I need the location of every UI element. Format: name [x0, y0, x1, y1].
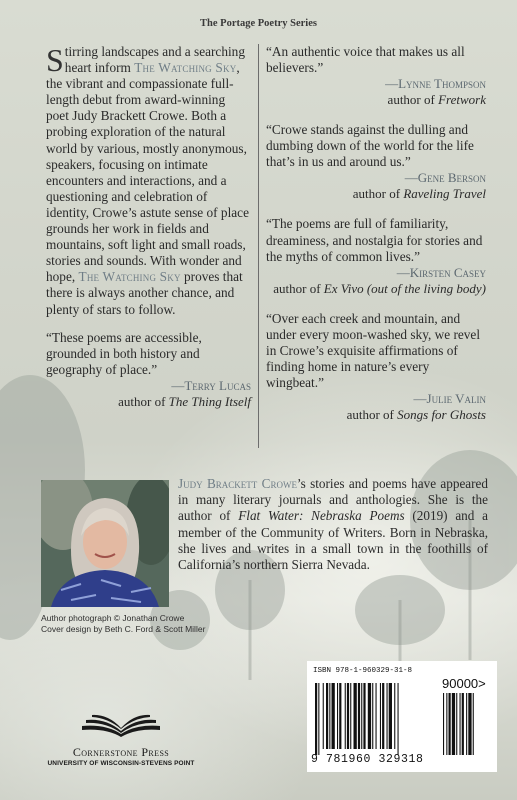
photo-credit: Author photograph © Jonathan Crowe — [41, 613, 185, 623]
blurb — [266, 44, 486, 108]
publisher-name: Cornerstone Press — [72, 745, 170, 759]
blurb-attribution: —Kirsten Casey author of Ex Vivo (out of the living body) — [266, 265, 486, 297]
book-title-ref: The Watching Sky — [134, 60, 237, 76]
description-column — [46, 44, 251, 410]
blurb-work: Ex Vivo (out of the living body) — [323, 280, 486, 296]
blurb-author: —Lynne Thompson — [385, 76, 486, 92]
blurb-attribution: —Julie Valin author of Songs for Ghosts — [266, 391, 486, 423]
blurb-attribution: —Terry Lucas author of The Thing Itself — [46, 378, 251, 410]
blurb-author: —Terry Lucas — [171, 377, 251, 393]
publisher-affiliation: UNIVERSITY OF WISCONSIN-STEVENS POINT — [47, 760, 195, 767]
author-photo — [41, 480, 169, 607]
blurb-attribution: —Gene Berson author of Raveling Travel — [266, 170, 486, 202]
blurb-quote: “Crowe stands against the dulling and dumbing down of the world for the life that’s in us and around us.” — [266, 122, 474, 170]
blurb-work: Fretwork — [438, 92, 486, 108]
publisher-logo — [41, 712, 201, 767]
blurb-work: Songs for Ghosts — [397, 407, 486, 423]
design-credit: Cover design by Beth C. Ford & Scott Miller — [41, 624, 206, 634]
blurb-author: —Julie Valin — [413, 391, 486, 407]
series-title: The Portage Poetry Series — [200, 18, 317, 29]
book-title-ref: The Watching Sky — [78, 269, 181, 285]
blurbs-column — [266, 44, 486, 437]
blurb-work: Raveling Travel — [403, 186, 486, 202]
author-portrait-image — [41, 480, 169, 607]
column-divider — [258, 44, 259, 448]
blurb — [266, 122, 486, 202]
blurb-author: —Kirsten Casey — [396, 264, 486, 280]
open-book-icon — [76, 712, 166, 738]
blurb — [266, 311, 486, 423]
blurb — [266, 216, 486, 296]
blurb-quote: “These poems are accessible, grounded in both history and geography of place.” — [46, 329, 202, 377]
isbn-label: ISBN 978-1-960329-31-8 — [313, 667, 413, 675]
credits — [41, 613, 205, 635]
price-code: 90000> — [442, 676, 486, 691]
blurb-quote: “The poems are full of familiarity, dreaminess, and nostalgia for stories and the myths of common lives.” — [266, 216, 483, 264]
blurb-attribution: —Lynne Thompson author of Fretwork — [266, 76, 486, 108]
blurb-quote: “An authentic voice that makes us all believers.” — [266, 44, 465, 76]
blurb-work: The Thing Itself — [168, 393, 251, 409]
barcode-number: 9 781960 329318 — [311, 753, 424, 766]
author-bio: Judy Brackett Crowe’s stories and poems have appeared in many literary journals and anthologies. She is the author of Flat Water: Nebraska Poems (2019) and a member of the Community of Writers. Born in Nebraska, she lives and writes in a small town in the foothills of California’s northern Sierra Nevada. — [178, 476, 488, 573]
drop-cap: S — [46, 42, 64, 78]
description: Stirring landscapes and a searching heart inform The Watching Sky, the vibrant and compassionate full-length debut from award-winning poet Judy Brackett Crowe. Both a probing exploration of the natural world by various, mostly anonymous, speakers, focusing on intimate encounters and interactions, and a questioning and celebration of identity, Crowe’s astute sense of place grounds her work in fields and mountains, soft light and small roads, stories and sounds. With wonder and hope, The Watching Sky proves that there is always another chance, and plenty of stars to follow. — [46, 42, 249, 317]
author-name: Judy Brackett Crowe — [178, 476, 297, 491]
barcode — [307, 661, 497, 772]
blurb-author: —Gene Berson — [404, 170, 486, 186]
blurb-quote: “Over each creek and mountain, and under every moon-washed sky, we revel in Crowe’s exquisite affirmations of finding home in nature’s every wingbeat.” — [266, 310, 481, 391]
author-book: Flat Water: Nebraska Poems — [238, 508, 405, 524]
